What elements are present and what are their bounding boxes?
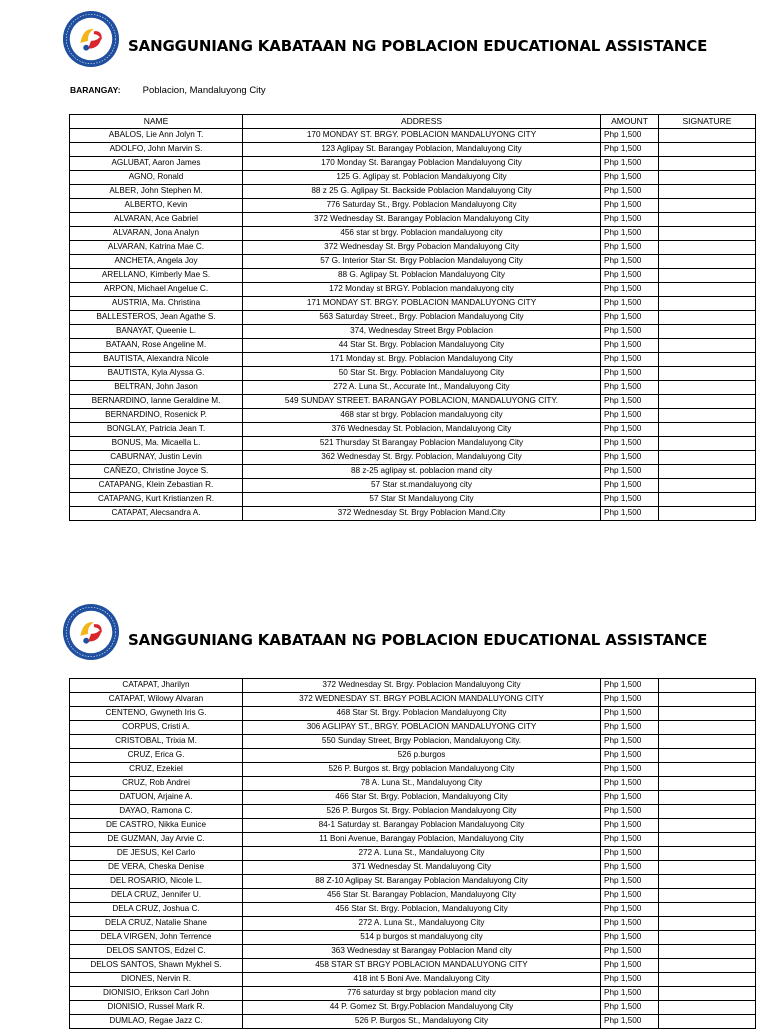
cell-signature [659, 451, 756, 465]
cell-address: 456 Star St. Brgy. Poblacion, Mandaluyong City [243, 903, 601, 917]
cell-signature [659, 749, 756, 763]
cell-address: 526 P. Burgos St. Brgy. Poblacion Mandaluyong City [243, 805, 601, 819]
cell-address: 44 P. Gomez St. Brgy.Poblacion Mandaluyong City [243, 1001, 601, 1015]
cell-address: 468 star st brgy. Poblacion mandaluyong city [243, 409, 601, 423]
cell-name: BALLESTEROS, Jean Agathe S. [70, 311, 243, 325]
table-row [70, 367, 756, 381]
cell-amount: Php 1,500 [601, 451, 659, 465]
cell-amount: Php 1,500 [601, 437, 659, 451]
table-row [70, 791, 756, 805]
cell-address: 372 Wednesday St. Brgy. Poblacion Mandaluyong City [243, 679, 601, 693]
table-row [70, 945, 756, 959]
cell-address: 123 Aglipay St. Barangay Poblacion, Mandaluyong City [243, 143, 601, 157]
cell-name: ARPON, Michael Angelue C. [70, 283, 243, 297]
cell-name: AGLUBAT, Aaron James [70, 157, 243, 171]
cell-amount: Php 1,500 [601, 819, 659, 833]
cell-name: DELOS SANTOS, Edzel C. [70, 945, 243, 959]
cell-address: 50 Star St. Brgy. Poblacion Mandaluyong City [243, 367, 601, 381]
cell-address: 549 SUNDAY STREET. BARANGAY POBLACION, MANDALUYONG CITY. [243, 395, 601, 409]
cell-signature [659, 507, 756, 521]
cell-address: 563 Saturday Street., Brgy. Poblacion Mandaluyong City [243, 311, 601, 325]
column-header-amount: AMOUNT [601, 115, 659, 129]
cell-address: 88 Z-10 Aglipay St. Barangay Poblacion Mandaluyong City [243, 875, 601, 889]
cell-amount: Php 1,500 [601, 255, 659, 269]
cell-address: 272 A. Luna St., Accurate Int., Mandaluyong City [243, 381, 601, 395]
cell-amount: Php 1,500 [601, 763, 659, 777]
cell-address: 272 A. Luna St., Mandaluyong City [243, 917, 601, 931]
cell-amount: Php 1,500 [601, 241, 659, 255]
cell-address: 11 Boni Avenue, Barangay Poblacion, Mandaluyong City [243, 833, 601, 847]
cell-address: 526 P. Burgos St., Mandaluyong City [243, 1015, 601, 1029]
cell-amount: Php 1,500 [601, 227, 659, 241]
column-header-name: NAME [70, 115, 243, 129]
cell-amount: Php 1,500 [601, 791, 659, 805]
table-row [70, 199, 756, 213]
cell-signature [659, 945, 756, 959]
cell-address: 466 Star St. Brgy. Poblacion, Mandaluyong City [243, 791, 601, 805]
cell-name: BERNARDINO, Ianne Geraldine M. [70, 395, 243, 409]
cell-amount: Php 1,500 [601, 325, 659, 339]
cell-address: 170 Monday St. Barangay Poblacion Mandaluyong City [243, 157, 601, 171]
cell-name: ALVARAN, Katrina Mae C. [70, 241, 243, 255]
cell-signature [659, 129, 756, 143]
column-header-signature: SIGNATURE [659, 115, 756, 129]
cell-address: 88 z 25 G. Aglipay St. Backside Poblacion Mandaluyong City [243, 185, 601, 199]
cell-address: 372 Wednesday St. Brgy Poblacion Mand.City [243, 507, 601, 521]
cell-amount: Php 1,500 [601, 973, 659, 987]
table-row [70, 451, 756, 465]
table-row [70, 465, 756, 479]
cell-signature [659, 479, 756, 493]
cell-name: BONUS, Ma. Micaella L. [70, 437, 243, 451]
cell-signature [659, 143, 756, 157]
cell-name: ALBERTO, Kevin [70, 199, 243, 213]
cell-name: DATUON, Arjaine A. [70, 791, 243, 805]
cell-signature [659, 917, 756, 931]
table-row [70, 353, 756, 367]
cell-name: BELTRAN, John Jason [70, 381, 243, 395]
cell-address: 514 p burgos st mandaluyong city [243, 931, 601, 945]
cell-amount: Php 1,500 [601, 479, 659, 493]
table-row [70, 875, 756, 889]
cell-signature [659, 987, 756, 1001]
table-row [70, 437, 756, 451]
cell-address: 172 Monday st BRGY. Poblacion mandaluyong city [243, 283, 601, 297]
cell-address: 362 Wednesday St. Brgy. Poblacion, Mandaluyong City [243, 451, 601, 465]
cell-name: CRISTOBAL, Trixia M. [70, 735, 243, 749]
cell-amount: Php 1,500 [601, 143, 659, 157]
cell-amount: Php 1,500 [601, 1001, 659, 1015]
barangay-label: BARANGAY: [70, 85, 121, 95]
table-row [70, 157, 756, 171]
table-row [70, 339, 756, 353]
cell-name: BERNARDINO, Rosenick P. [70, 409, 243, 423]
cell-signature [659, 861, 756, 875]
cell-address: 57 Star St Mandaluyong City [243, 493, 601, 507]
table-row [70, 805, 756, 819]
table-row [70, 227, 756, 241]
cell-signature [659, 721, 756, 735]
cell-address: 125 G. Aglipay st. Poblacion Mandaluyong City [243, 171, 601, 185]
cell-amount: Php 1,500 [601, 185, 659, 199]
table-row [70, 325, 756, 339]
cell-amount: Php 1,500 [601, 339, 659, 353]
page-title: SANGGUNIANG KABATAAN NG POBLACION EDUCATIONAL ASSISTANCE [128, 37, 708, 55]
cell-amount: Php 1,500 [601, 735, 659, 749]
table-row [70, 749, 756, 763]
cell-address: 363 Wednesday st Barangay Poblacion Mand city [243, 945, 601, 959]
cell-signature [659, 227, 756, 241]
table-row [70, 917, 756, 931]
cell-signature [659, 381, 756, 395]
cell-amount: Php 1,500 [601, 693, 659, 707]
table-row [70, 1015, 756, 1029]
cell-signature [659, 777, 756, 791]
cell-signature [659, 437, 756, 451]
cell-name: DE JESUS, Kel Carlo [70, 847, 243, 861]
cell-amount: Php 1,500 [601, 679, 659, 693]
table-row [70, 833, 756, 847]
cell-name: CAÑEZO, Christine Joyce S. [70, 465, 243, 479]
cell-amount: Php 1,500 [601, 465, 659, 479]
cell-address: 372 Wednesday St. Barangay Poblacion Mandaluyong City [243, 213, 601, 227]
cell-name: ABALOS, Lie Ann Jolyn T. [70, 129, 243, 143]
cell-amount: Php 1,500 [601, 311, 659, 325]
cell-name: BAUTISTA, Kyla Alyssa G. [70, 367, 243, 381]
cell-name: DIONISIO, Russel Mark R. [70, 1001, 243, 1015]
cell-signature [659, 763, 756, 777]
cell-amount: Php 1,500 [601, 423, 659, 437]
cell-signature [659, 931, 756, 945]
table-row [70, 479, 756, 493]
cell-name: CENTENO, Gwyneth Iris G. [70, 707, 243, 721]
cell-name: DEL ROSARIO, Nicole L. [70, 875, 243, 889]
cell-signature [659, 353, 756, 367]
cell-address: 418 int 5 Boni Ave. Mandaluyong City [243, 973, 601, 987]
table-row [70, 423, 756, 437]
table-row [70, 381, 756, 395]
cell-address: 371 Wednesday St. Mandaluyong City [243, 861, 601, 875]
cell-amount: Php 1,500 [601, 721, 659, 735]
table-row [70, 493, 756, 507]
cell-signature [659, 367, 756, 381]
cell-signature [659, 297, 756, 311]
cell-name: DELA CRUZ, Natalie Shane [70, 917, 243, 931]
table-row [70, 735, 756, 749]
sk-logo [62, 603, 120, 661]
cell-signature [659, 171, 756, 185]
table-row [70, 777, 756, 791]
cell-signature [659, 693, 756, 707]
cell-amount: Php 1,500 [601, 945, 659, 959]
table-row [70, 395, 756, 409]
cell-name: ALVARAN, Ace Gabriel [70, 213, 243, 227]
cell-amount: Php 1,500 [601, 889, 659, 903]
sk-logo [62, 10, 120, 68]
cell-address: 550 Sunday Street, Brgy Poblacion, Mandaluyong City. [243, 735, 601, 749]
beneficiary-table [69, 678, 756, 1029]
cell-signature [659, 493, 756, 507]
cell-signature [659, 679, 756, 693]
cell-name: BAUTISTA, Alexandra Nicole [70, 353, 243, 367]
cell-amount: Php 1,500 [601, 917, 659, 931]
cell-amount: Php 1,500 [601, 833, 659, 847]
cell-amount: Php 1,500 [601, 805, 659, 819]
table-row [70, 889, 756, 903]
cell-name: ALBER, John Stephen M. [70, 185, 243, 199]
cell-signature [659, 311, 756, 325]
table-row [70, 269, 756, 283]
table-row [70, 693, 756, 707]
table-header-row [70, 115, 756, 129]
cell-amount: Php 1,500 [601, 1015, 659, 1029]
cell-amount: Php 1,500 [601, 931, 659, 945]
cell-address: 468 Star St. Brgy. Poblacion Mandaluyong City [243, 707, 601, 721]
cell-amount: Php 1,500 [601, 777, 659, 791]
cell-signature [659, 423, 756, 437]
cell-amount: Php 1,500 [601, 381, 659, 395]
cell-address: 372 WEDNESDAY ST. BRGY POBLACION MANDALUYONG CITY [243, 693, 601, 707]
cell-amount: Php 1,500 [601, 507, 659, 521]
barangay-line [70, 85, 266, 96]
cell-name: DELOS SANTOS, Shawn Mykhel S. [70, 959, 243, 973]
table-row [70, 409, 756, 423]
cell-name: CABURNAY, Justin Levin [70, 451, 243, 465]
cell-signature [659, 973, 756, 987]
table-row [70, 819, 756, 833]
cell-name: ALVARAN, Jona Analyn [70, 227, 243, 241]
table-row [70, 185, 756, 199]
table-row [70, 987, 756, 1001]
cell-address: 306 AGLIPAY ST., BRGY. POBLACION MANDALUYONG CITY [243, 721, 601, 735]
cell-amount: Php 1,500 [601, 749, 659, 763]
cell-signature [659, 819, 756, 833]
cell-name: ADOLFO, John Marvin S. [70, 143, 243, 157]
cell-signature [659, 213, 756, 227]
cell-name: DELA CRUZ, Joshua C. [70, 903, 243, 917]
cell-amount: Php 1,500 [601, 409, 659, 423]
table-row [70, 959, 756, 973]
cell-signature [659, 1001, 756, 1015]
cell-amount: Php 1,500 [601, 129, 659, 143]
cell-signature [659, 185, 756, 199]
cell-name: AUSTRIA, Ma. Christina [70, 297, 243, 311]
cell-amount: Php 1,500 [601, 847, 659, 861]
cell-amount: Php 1,500 [601, 297, 659, 311]
cell-address: 170 MONDAY ST. BRGY. POBLACION MANDALUYONG CITY [243, 129, 601, 143]
cell-address: 456 Star St. Barangay Poblacion, Mandaluyong City [243, 889, 601, 903]
cell-name: DIONISIO, Erikson Carl John [70, 987, 243, 1001]
cell-signature [659, 325, 756, 339]
cell-signature [659, 409, 756, 423]
page-title: SANGGUNIANG KABATAAN NG POBLACION EDUCATIONAL ASSISTANCE [128, 631, 708, 649]
cell-name: BONGLAY, Patricia Jean T. [70, 423, 243, 437]
cell-signature [659, 269, 756, 283]
cell-name: CATAPAT, Wilowy Alvaran [70, 693, 243, 707]
table-row [70, 707, 756, 721]
table-row [70, 847, 756, 861]
cell-address: 84-1 Saturday st. Barangay Poblacion Mandaluyong City [243, 819, 601, 833]
cell-address: 456 star st brgy. Poblacion mandaluyong city [243, 227, 601, 241]
cell-signature [659, 157, 756, 171]
cell-address: 88 z-25 aglipay st. poblacion mand city [243, 465, 601, 479]
cell-amount: Php 1,500 [601, 283, 659, 297]
cell-address: 57 Star st.mandaluyong city [243, 479, 601, 493]
table-row [70, 861, 756, 875]
cell-address: 458 STAR ST BRGY POBLACION MANDALUYONG CITY [243, 959, 601, 973]
cell-address: 272 A. Luna St., Mandaluyong City [243, 847, 601, 861]
cell-signature [659, 1015, 756, 1029]
cell-signature [659, 707, 756, 721]
cell-amount: Php 1,500 [601, 213, 659, 227]
cell-address: 171 Monday st. Brgy. Poblacion Mandaluyong City [243, 353, 601, 367]
cell-signature [659, 791, 756, 805]
cell-signature [659, 903, 756, 917]
cell-amount: Php 1,500 [601, 903, 659, 917]
cell-name: BATAAN, Rose Angeline M. [70, 339, 243, 353]
table-row [70, 297, 756, 311]
table-body [70, 679, 756, 1029]
barangay-value: Poblacion, Mandaluyong City [142, 85, 266, 96]
cell-address: 57 G. Interior Star St. Brgy Poblacion Mandaluyong City [243, 255, 601, 269]
cell-address: 776 Saturday St., Brgy. Poblacion Mandaluyong City [243, 199, 601, 213]
cell-signature [659, 339, 756, 353]
cell-address: 171 MONDAY ST. BRGY. POBLACION MANDALUYONG CITY [243, 297, 601, 311]
cell-amount: Php 1,500 [601, 875, 659, 889]
cell-address: 376 Wednesday St. Poblacion, Mandaluyong City [243, 423, 601, 437]
cell-name: CATAPAT, Jharilyn [70, 679, 243, 693]
cell-amount: Php 1,500 [601, 861, 659, 875]
cell-name: BANAYAT, Queenie L. [70, 325, 243, 339]
table-row [70, 507, 756, 521]
cell-amount: Php 1,500 [601, 171, 659, 185]
cell-name: DUMLAO, Regae Jazz C. [70, 1015, 243, 1029]
cell-address: 776 saturday st brgy poblacion mand city [243, 987, 601, 1001]
cell-amount: Php 1,500 [601, 987, 659, 1001]
cell-name: CORPUS, Cristi A. [70, 721, 243, 735]
cell-name: DIONES, Nervin R. [70, 973, 243, 987]
cell-name: ARELLANO, Kimberly Mae S. [70, 269, 243, 283]
cell-name: ANCHETA, Angela Joy [70, 255, 243, 269]
cell-signature [659, 283, 756, 297]
cell-amount: Php 1,500 [601, 353, 659, 367]
cell-address: 88 G. Aglipay St. Poblacion Mandaluyong City [243, 269, 601, 283]
cell-name: AGNO, Ronald [70, 171, 243, 185]
cell-address: 526 P. Burgos st. Brgy poblacion Mandaluyong City [243, 763, 601, 777]
cell-address: 374, Wednesday Street Brgy Poblacion [243, 325, 601, 339]
cell-signature [659, 847, 756, 861]
cell-address: 526 p.burgos [243, 749, 601, 763]
cell-name: CRUZ, Erica G. [70, 749, 243, 763]
cell-name: DE VERA, Cheska Denise [70, 861, 243, 875]
cell-amount: Php 1,500 [601, 157, 659, 171]
cell-address: 372 Wednesday St. Brgy Pobacion Mandaluyong City [243, 241, 601, 255]
cell-name: CRUZ, Ezekiel [70, 763, 243, 777]
table-row [70, 283, 756, 297]
cell-amount: Php 1,500 [601, 959, 659, 973]
cell-signature [659, 241, 756, 255]
cell-signature [659, 875, 756, 889]
cell-name: CATAPANG, Kurt Kristianzen R. [70, 493, 243, 507]
cell-name: DAYAO, Ramona C. [70, 805, 243, 819]
cell-name: DE CASTRO, Nikka Eunice [70, 819, 243, 833]
table-row [70, 903, 756, 917]
table-row [70, 213, 756, 227]
cell-signature [659, 833, 756, 847]
table-row [70, 171, 756, 185]
table-row [70, 763, 756, 777]
table-body [70, 129, 756, 521]
cell-amount: Php 1,500 [601, 367, 659, 381]
cell-address: 521 Thursday St Barangay Poblacion Mandaluyong City [243, 437, 601, 451]
cell-signature [659, 805, 756, 819]
cell-name: DELA VIRGEN, John Terrence [70, 931, 243, 945]
table-row [70, 241, 756, 255]
cell-name: CRUZ, Rob Andrei [70, 777, 243, 791]
table-row [70, 973, 756, 987]
cell-amount: Php 1,500 [601, 395, 659, 409]
table-row [70, 129, 756, 143]
cell-name: CATAPAT, Alecsandra A. [70, 507, 243, 521]
table-row [70, 311, 756, 325]
cell-address: 44 Star St. Brgy. Poblacion Mandaluyong City [243, 339, 601, 353]
table-row [70, 679, 756, 693]
cell-signature [659, 465, 756, 479]
table-row [70, 255, 756, 269]
column-header-address: ADDRESS [243, 115, 601, 129]
cell-signature [659, 199, 756, 213]
cell-name: DELA CRUZ, Jennifer U. [70, 889, 243, 903]
cell-name: CATAPANG, Klein Zebastian R. [70, 479, 243, 493]
table-row [70, 931, 756, 945]
table-row [70, 1001, 756, 1015]
cell-name: DE GUZMAN, Jay Arvie C. [70, 833, 243, 847]
cell-signature [659, 395, 756, 409]
cell-signature [659, 255, 756, 269]
table-row [70, 721, 756, 735]
cell-signature [659, 959, 756, 973]
cell-signature [659, 889, 756, 903]
cell-signature [659, 735, 756, 749]
cell-address: 78 A. Luna St., Mandaluyong City [243, 777, 601, 791]
cell-amount: Php 1,500 [601, 493, 659, 507]
table-row [70, 143, 756, 157]
cell-amount: Php 1,500 [601, 269, 659, 283]
cell-amount: Php 1,500 [601, 707, 659, 721]
cell-amount: Php 1,500 [601, 199, 659, 213]
beneficiary-table [69, 114, 756, 521]
